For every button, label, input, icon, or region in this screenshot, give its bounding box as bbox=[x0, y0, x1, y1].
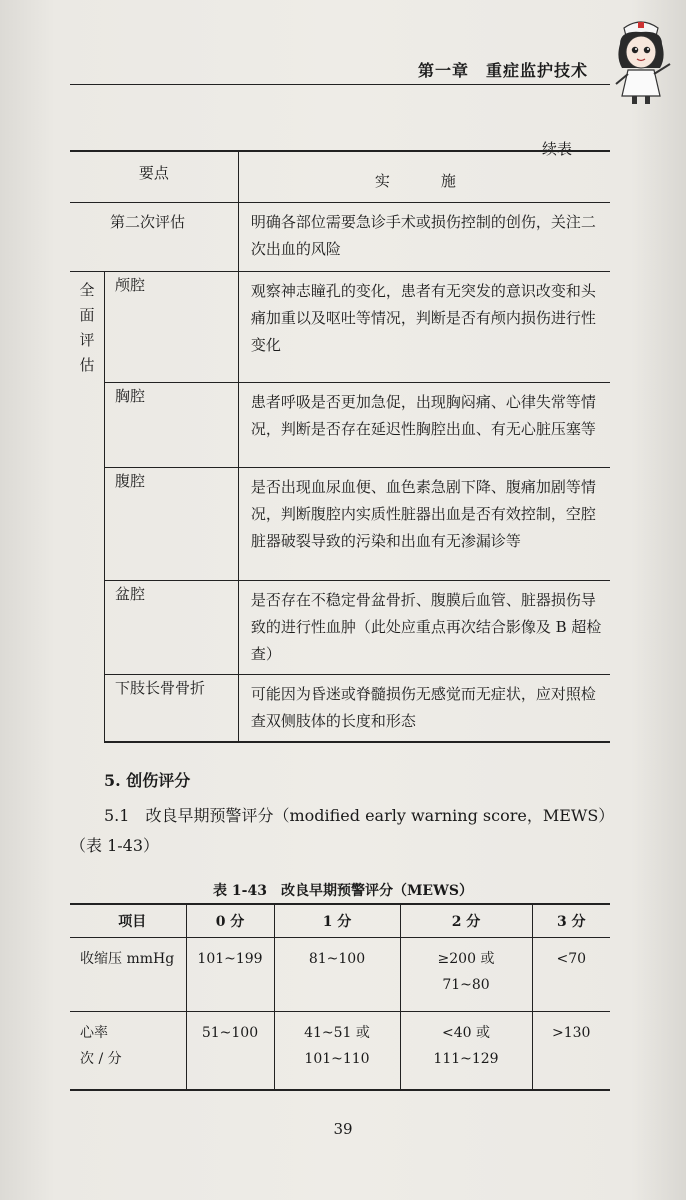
row-label-abdominal: 腹腔 bbox=[104, 468, 238, 581]
cell: >130 bbox=[532, 1012, 610, 1091]
row-text-abdominal: 是否出现血尿血便、血色素急剧下降、腹痛加剧等情况，判断腹腔内实质性脏器出血是否有效控制，空腔脏器破裂导致的污染和出血有无渗漏诊等 bbox=[238, 468, 610, 581]
table-row bbox=[70, 581, 610, 675]
page-number: 39 bbox=[333, 1120, 353, 1138]
header-point: 要点 bbox=[70, 151, 238, 203]
table-header-row bbox=[70, 151, 610, 203]
row-text-limb-fracture: 可能因为昏迷或脊髓损伤无感觉而无症状，应对照检查双侧肢体的长度和形态 bbox=[238, 675, 610, 743]
section-line-ref: （表 1-43） bbox=[70, 836, 160, 855]
cell: 101~199 bbox=[186, 938, 274, 1012]
section-heading: 5. 创伤评分 bbox=[104, 771, 191, 790]
table-row bbox=[70, 272, 610, 383]
row-text-cranial: 观察神志瞳孔的变化，患者有无突发的意识改变和头痛加重以及呕吐等情况，判断是否有颅内损伤进行性变化 bbox=[238, 272, 610, 383]
continued-label: 续表 bbox=[542, 140, 573, 158]
item-heart-rate: 心率 次 / 分 bbox=[70, 1012, 186, 1091]
section-line: 5.1 改良早期预警评分（modified early warning score，MEWS） bbox=[104, 806, 615, 825]
cell: <70 bbox=[556, 951, 587, 967]
table-row bbox=[70, 1012, 610, 1091]
header-implementation: 实 施 bbox=[238, 151, 610, 203]
table-row bbox=[70, 675, 610, 743]
cell: <40 或 111~129 bbox=[400, 1012, 532, 1091]
mews-header-row bbox=[70, 904, 610, 938]
header-item: 项目 bbox=[70, 904, 186, 938]
mews-table bbox=[70, 903, 610, 1091]
table-row bbox=[70, 383, 610, 468]
item-sbp: 收缩压 mmHg bbox=[70, 938, 186, 1012]
second-eval-text: 明确各部位需要急诊手术或损伤控制的创伤，关注二次出血的风险 bbox=[250, 213, 596, 258]
row-label-cranial: 颅腔 bbox=[104, 272, 238, 383]
group-label: 全 面 评 估 bbox=[70, 272, 104, 743]
header-score-3: 3 分 bbox=[532, 904, 610, 938]
table-row bbox=[70, 203, 610, 272]
table-caption: 表 1-43 改良早期预警评分（MEWS） bbox=[213, 883, 473, 899]
row-text-thoracic: 患者呼吸是否更加急促，出现胸闷痛、心律失常等情况，判断是否存在延迟性胸腔出血、有无心脏压塞等 bbox=[238, 383, 610, 468]
table-row bbox=[70, 938, 610, 1012]
table-row bbox=[70, 468, 610, 581]
header-score-0: 0 分 bbox=[186, 904, 274, 938]
nurse-cartoon-icon bbox=[606, 14, 676, 106]
cell: 41~51 或 101~110 bbox=[274, 1012, 400, 1091]
continued-table bbox=[70, 150, 610, 743]
second-eval-label: 第二次评估 bbox=[70, 203, 238, 272]
row-label-thoracic: 胸腔 bbox=[104, 383, 238, 468]
header-rule bbox=[70, 84, 610, 85]
cell: 51~100 bbox=[186, 1012, 274, 1091]
cell: ≥200 或 71~80 bbox=[400, 938, 532, 1012]
header-score-2: 2 分 bbox=[400, 904, 532, 938]
cell: 81~100 bbox=[274, 938, 400, 1012]
row-label-limb-fracture: 下肢长骨骨折 bbox=[104, 675, 238, 743]
row-label-pelvic: 盆腔 bbox=[104, 581, 238, 675]
row-text-pelvic: 是否存在不稳定骨盆骨折、腹膜后血管、脏器损伤导致的进行性血肿（此处应重点再次结合影像及 B 超检查） bbox=[238, 581, 610, 675]
header-score-1: 1 分 bbox=[274, 904, 400, 938]
chapter-title: 第一章 重症监护技术 bbox=[418, 61, 589, 80]
